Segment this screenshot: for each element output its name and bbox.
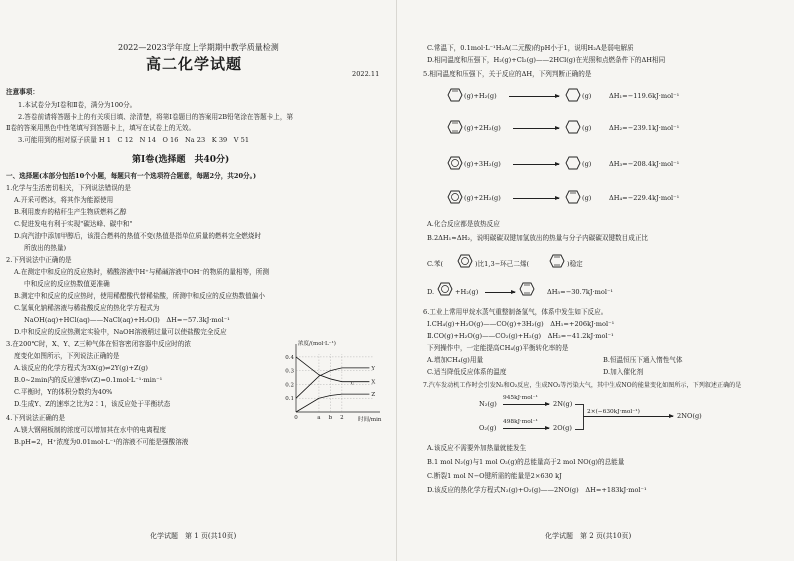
q7-energy-n2: 945kJ·mol⁻¹ xyxy=(503,395,538,401)
q3-concentration-chart xyxy=(282,340,392,422)
rxn4-arrow xyxy=(513,198,559,199)
q6-option-c: C.适当降低反应体系的温度 xyxy=(427,368,507,376)
notice-item: 2.答卷前请将答题卡上的有关项目填、涂清楚，将第Ⅰ卷题目的答案用2B铅笔涂在答题卡上，第 xyxy=(18,113,294,121)
cyclohexene-icon xyxy=(447,88,463,102)
y-tick-label: 0.4 xyxy=(285,354,294,361)
rxn2-enthalpy: ΔH₂=−239.1kJ·mol⁻¹ xyxy=(609,124,680,132)
q1-option-b: B.利用废弃的秸秆生产生物质燃料乙醇 xyxy=(14,208,127,216)
q5-option-a: A.化合反应都是放热反应 xyxy=(427,220,500,228)
q3-option-a: A.该反应的化学方程式为3X(g)⇌2Y(g)+Z(g) xyxy=(14,364,148,372)
q7-energy-o2: 498kJ·mol⁻¹ xyxy=(503,419,538,425)
series-line-z xyxy=(296,394,369,412)
notice-item: 1.本试卷分为Ⅰ卷和Ⅱ卷，满分为100分。 xyxy=(18,101,137,109)
series-line-y xyxy=(296,368,369,398)
q7-atoms-o: 2O(g) xyxy=(553,424,572,432)
cyclohexene-icon xyxy=(565,190,581,204)
q3-option-c: C.平衡时，Y的体积分数约为40% xyxy=(14,388,113,396)
q1-option-d-cont: 所放出的热量) xyxy=(24,244,67,252)
benzene-icon xyxy=(457,254,473,268)
q4-option-b: B.pH=2，H⁺浓度为0.01mol·L⁻¹的溶液不可能是强酸溶液 xyxy=(14,438,189,446)
exam-date: 2022.11 xyxy=(352,70,380,78)
rxn1-product-state: (g) xyxy=(582,92,592,100)
x-tick-label: 0 xyxy=(294,415,298,421)
q3-option-d: D.生成Y、Z的速率之比为2∶1，该反应处于平衡状态 xyxy=(14,400,171,408)
q2-option-d: D.中和反应的反应热测定实验中，NaOH溶液稍过量可以使盐酸完全反应 xyxy=(14,328,227,336)
benzene-icon xyxy=(437,282,453,296)
q1-option-d: D.向汽油中添加甲醇后，该混合燃料的热值不变(热值是指单位质量的燃料完全燃烧时 xyxy=(14,232,262,240)
benzene-icon xyxy=(447,190,463,204)
q1-stem: 1.化学与生活密切相关，下列说法错误的是 xyxy=(6,184,131,192)
q6-question: 下列操作中，一定能提高CH₄(g)平衡转化率的是 xyxy=(427,344,569,352)
cyclohexadiene-icon xyxy=(549,254,565,268)
rxn3-arrow xyxy=(513,164,559,165)
page-1-footer: 化学试题 第 1 页(共10页) xyxy=(150,532,237,540)
q7-arrow-o2 xyxy=(503,428,549,429)
q7-bond-energy: 2×(−630kJ·mol⁻¹) xyxy=(587,409,640,415)
q5d-arrow xyxy=(485,292,515,293)
q3-option-b: B.0~2min内的反应速率v(Z)=0.1mol·L⁻¹·min⁻¹ xyxy=(14,376,163,384)
q5-option-c-pre: C.苯( xyxy=(427,260,444,268)
q7-stem: 7.汽车发动机工作时会引发N₂和O₂反应，生成NO₂等污染大气，其中生成NO的能量变化如图所示，下列叙述正确的是 xyxy=(423,382,742,389)
q5-option-d-mid: +H₂(g) xyxy=(455,288,479,296)
rxn2-arrow xyxy=(513,128,559,129)
page-2 xyxy=(397,0,794,561)
y-tick-label: 0.2 xyxy=(285,382,294,389)
section-1-title: 第Ⅰ卷(选择题 共40分) xyxy=(132,155,230,165)
q5-stem: 5.相同温度和压强下，关于反应的ΔH，下列判断正确的是 xyxy=(423,70,592,78)
q3-stem-cont: 度变化如图所示，下列说法正确的是 xyxy=(14,352,120,360)
rxn4-product-state: (g) xyxy=(582,194,592,202)
q7-product: 2NO(g) xyxy=(677,412,702,420)
y-axis-label: 浓度/(mol·L⁻¹) xyxy=(298,341,336,347)
x-tick-label: 2 xyxy=(340,415,344,421)
q5-option-d-pre: D. xyxy=(427,288,435,296)
cyclohexane-icon xyxy=(565,88,581,102)
q7-arrow-product xyxy=(583,416,673,417)
q2-option-a: A.在测定中和反应的反应热时，稀酸溶液中H⁺与稀碱溶液中OH⁻的物质的量相等，所测 xyxy=(14,268,269,276)
q7-o2: O₂(g) xyxy=(479,424,497,432)
y-tick-label: 0.3 xyxy=(285,368,294,375)
q7-option-b: B.1 mol N₂(g)与1 mol O₂(g)的总能量高于2 mol NO(g)的总能量 xyxy=(427,458,625,466)
q2-equation: NaOH(aq)+HCl(aq)——NaCl(aq)+H₂O(l) ΔH=−57.3kJ·mol⁻¹ xyxy=(24,316,230,324)
q5-option-b: B.2ΔH₁≈ΔH₂，说明碳碳双键加氢放出的热量与分子内碳碳双键数目成正比 xyxy=(427,234,649,242)
rxn1-enthalpy: ΔH₁=−119.6kJ·mol⁻¹ xyxy=(609,92,680,100)
benzene-icon xyxy=(447,156,463,170)
rxn4-reactants: (g)+2H₂(g) xyxy=(464,194,501,202)
q7-option-d: D.该反应的热化学方程式N₂(g)+O₂(g)——2NO(g) ΔH=+183kJ·mol⁻¹ xyxy=(427,486,647,494)
q4-option-c: C.常温下，0.1mol·L⁻¹H₂A(二元酸)的pH小于1，说明H₂A是弱电解质 xyxy=(427,44,634,52)
rxn3-reactants: (g)+3H₂(g) xyxy=(464,160,501,168)
rxn2-reactants: (g)+2H₂(g) xyxy=(464,124,501,132)
rxn3-product-state: (g) xyxy=(582,160,592,168)
rxn4-enthalpy: ΔH₄=−229.4kJ·mol⁻¹ xyxy=(609,194,680,202)
page-2-footer: 化学试题 第 2 页(共10页) xyxy=(545,532,632,540)
exam-title: 高二化学试题 xyxy=(146,55,243,73)
x-tick-label: b xyxy=(328,415,333,421)
q2-option-c: C.氢氧化钠稀溶液与稀盐酸反应的热化学方程式为 xyxy=(14,304,160,312)
cyclohexane-icon xyxy=(565,120,581,134)
q2-option-b: B.测定中和反应的反应热时，使用稀醋酸代替稀盐酸，所测中和反应的反应热数值偏小 xyxy=(14,292,265,300)
annotation-label: c xyxy=(351,380,355,387)
notice-heading: 注意事项： xyxy=(6,88,39,96)
rxn1-arrow xyxy=(509,96,559,97)
rxn3-enthalpy: ΔH₃=−208.4kJ·mol⁻¹ xyxy=(609,160,680,168)
q6-option-d: D.加入催化剂 xyxy=(603,368,644,376)
q2-option-a-cont: 中和反应的反应热数值更准确 xyxy=(24,280,110,288)
y-tick-label: 0.1 xyxy=(285,396,294,403)
series-label: Y xyxy=(371,365,376,372)
q6-stem: 6.工业上常用甲烷水蒸气重整制备氢气，体系中发生如下反应。 xyxy=(423,308,608,316)
q6-reaction-1: Ⅰ.CH₄(g)+H₂O(g)——CO(g)+3H₂(g) ΔH₁=+206kJ·mol⁻¹ xyxy=(427,320,615,328)
notice-item: 3.可能用到的相对原子质量 H 1 C 12 N 14 O 16 Na 23 K 39 V 51 xyxy=(18,136,250,144)
q7-n2: N₂(g) xyxy=(479,400,497,408)
q7-bracket xyxy=(575,404,584,430)
q3-stem: 3.在200℃时，X、Y、Z三种气体在恒容密闭容器中反应时的浓 xyxy=(6,340,191,348)
q1-option-c: C.促进发电有利于实现"碳达峰、碳中和" xyxy=(14,220,133,228)
q5-option-c-mid: )比1,3−环己二烯( xyxy=(475,260,530,268)
series-line-x xyxy=(296,357,369,382)
rxn2-product-state: (g) xyxy=(582,124,592,132)
q4-option-d: D.相同温度和压强下，H₂(g)+Cl₂(g)——2HCl(g)在光照和点燃条件下的ΔH相同 xyxy=(427,56,666,64)
q2-stem: 2.下列说法中正确的是 xyxy=(6,256,72,264)
q7-option-a: A.该反应不需要外加热量就能发生 xyxy=(427,444,527,452)
rxn1-reactants: (g)+H₂(g) xyxy=(464,92,497,100)
series-label: Z xyxy=(371,392,376,399)
q4-stem: 4.下列说法正确的是 xyxy=(6,414,66,422)
q6-reaction-2: Ⅱ.CO(g)+H₂O(g)——CO₂(g)+H₂(g) ΔH₂=−41.2kJ·mol⁻¹ xyxy=(427,332,614,340)
q7-option-c: C.断裂1 mol N−O键所需的能量是2×630 kJ xyxy=(427,472,562,480)
x-axis-label: 时间/min xyxy=(358,417,382,422)
notice-item: Ⅱ卷的答案用黑色中性笔填写到答题卡上，填写在试卷上的无效。 xyxy=(6,124,196,132)
x-tick-label: a xyxy=(317,415,321,421)
q5-option-d-post: ΔH₅=−30.7kJ·mol⁻¹ xyxy=(547,288,614,296)
cyclohexadiene-icon xyxy=(519,282,535,296)
exam-header-title: 2022—2023学年度上学期期中教学质量检测 xyxy=(118,43,279,52)
cyclohexane-icon xyxy=(565,156,581,170)
series-label: X xyxy=(371,379,376,386)
q6-option-a: A.增加CH₄(g)用量 xyxy=(427,356,484,364)
cyclohexadiene-icon xyxy=(447,120,463,134)
q5-option-c-post: )稳定 xyxy=(567,260,583,268)
q7-atoms-n: 2N(g) xyxy=(553,400,573,408)
q7-arrow-n2 xyxy=(503,404,549,405)
q4-option-a: A.镁大钢闸板制的浓度可以增加其在水中的电离程度 xyxy=(14,426,166,434)
q1-option-a: A.开采可燃冰，将其作为能源使用 xyxy=(14,196,114,204)
q6-option-b: B.恒温恒压下通入惰性气体 xyxy=(603,356,683,364)
part-1-instructions: 一、选择题(本部分包括10个小题，每题只有一个选项符合题意，每题2分，共20分。) xyxy=(6,172,257,180)
